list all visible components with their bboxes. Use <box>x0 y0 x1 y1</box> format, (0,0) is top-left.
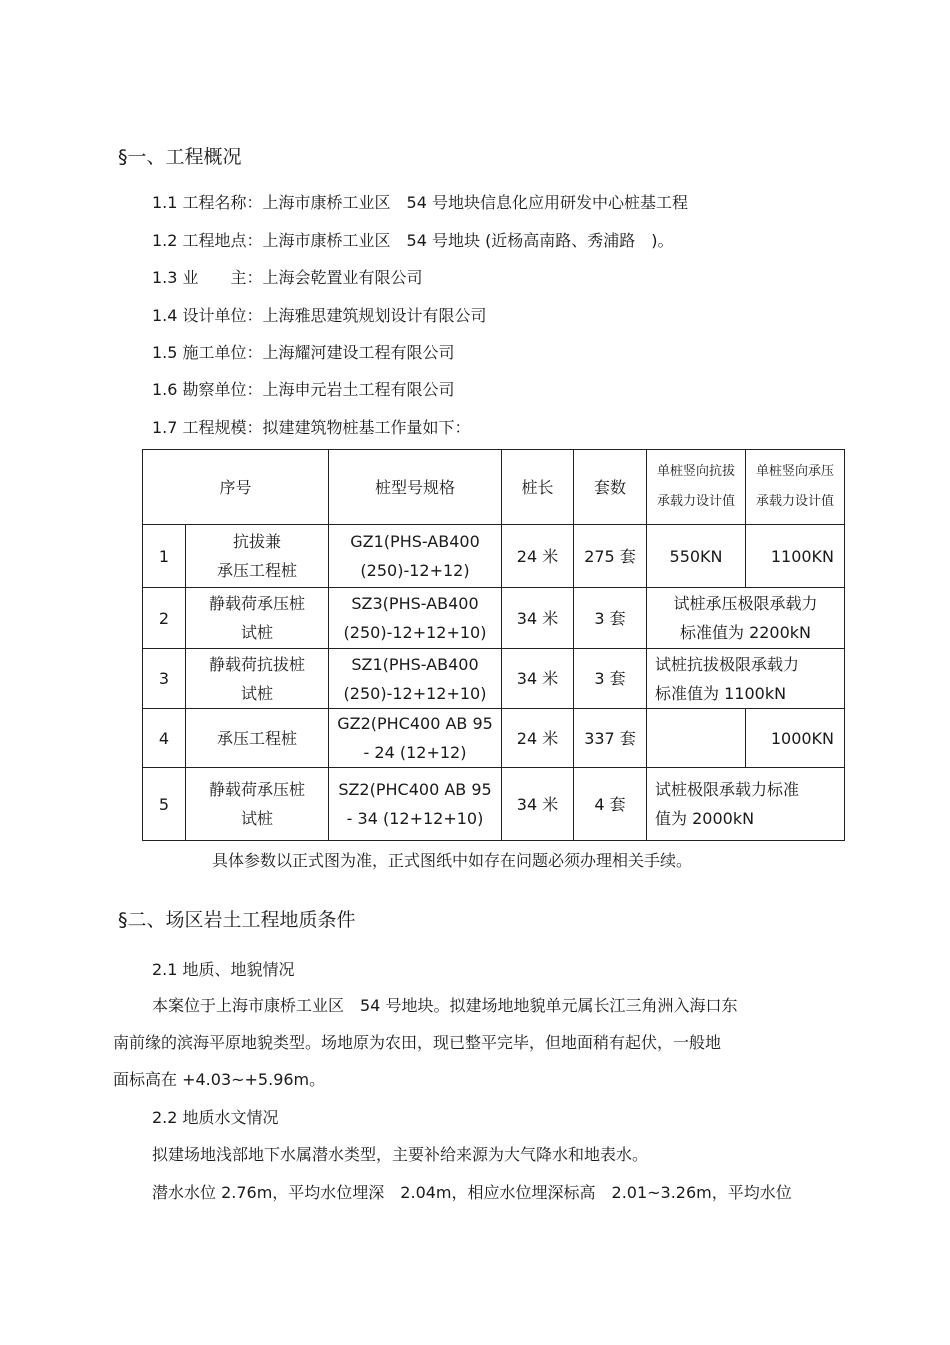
pile-spec-line2: - 34 (12+12+10) <box>346 809 484 828</box>
owner-line: 1.3 业 主：上海会乾置业有限公司 <box>152 268 423 287</box>
pile-spec-line2: - 24 (12+12) <box>363 743 467 762</box>
header-uplift <box>647 450 746 525</box>
pile-spec <box>329 649 502 709</box>
pile-sets: 3 套 <box>574 588 647 649</box>
pile-spec <box>329 768 502 841</box>
table-note: 具体参数以正式图为准，正式图纸中如存在问题必须办理相关手续。 <box>212 851 693 870</box>
geology-para-line2: 南前缘的滨海平原地貌类型。场地原为农田，现已整平完毕，但地面稍有起伏，一般地 <box>113 1033 722 1052</box>
test-capacity-line2: 标准值为 2200kN <box>679 623 812 642</box>
pile-spec-line2: (250)-12+12+10) <box>343 683 487 703</box>
pile-type-line2: 试桩 <box>241 623 274 642</box>
row-number: 2 <box>143 588 186 649</box>
pile-spec-line2: (250)-12+12) <box>360 561 470 580</box>
pile-type-line1: 静载荷承压桩 <box>209 780 306 799</box>
geology-subtitle: 2.1 地质、地貌情况 <box>152 960 295 979</box>
compress-capacity: 1000KN <box>746 709 845 768</box>
pile-sets: 4 套 <box>574 768 647 841</box>
test-capacity-note <box>647 588 845 649</box>
pile-spec <box>329 588 502 649</box>
pile-type: 承压工程桩 <box>186 709 329 768</box>
table-header-row <box>143 450 845 525</box>
pile-sets: 3 套 <box>574 649 647 709</box>
pile-length: 34 米 <box>502 768 574 841</box>
pile-type-line1: 静载荷抗拔桩 <box>209 654 306 674</box>
header-length: 桩长 <box>502 450 574 525</box>
pile-spec <box>329 709 502 768</box>
pile-sets: 337 套 <box>574 709 647 768</box>
pile-spec-line1: SZ2(PHC400 AB 95 <box>338 780 492 799</box>
pile-type <box>186 588 329 649</box>
pile-spec-line1: SZ3(PHS-AB400 <box>351 594 479 613</box>
table-row <box>143 588 845 649</box>
test-capacity-line2: 标准值为 1100kN <box>655 683 787 703</box>
pile-spec-line1: GZ1(PHS-AB400 <box>350 532 480 551</box>
test-capacity-note <box>647 649 845 709</box>
table-row <box>143 525 845 588</box>
pile-sets: 275 套 <box>574 525 647 588</box>
uplift-capacity: 550KN <box>647 525 746 588</box>
pile-spec <box>329 525 502 588</box>
header-compress-line2: 承载力设计值 <box>756 494 835 509</box>
header-sets: 套数 <box>574 450 647 525</box>
header-spec: 桩型号规格 <box>329 450 502 525</box>
row-number: 4 <box>143 709 186 768</box>
compress-capacity: 1100KN <box>746 525 845 588</box>
header-uplift-line1: 单桩竖向抗拔 <box>657 464 736 479</box>
pile-type <box>186 768 329 841</box>
hydrology-subtitle: 2.2 地质水文情况 <box>152 1108 279 1127</box>
pile-type-line1: 静载荷承压桩 <box>209 594 306 613</box>
pile-type <box>186 525 329 588</box>
header-uplift-line2: 承载力设计值 <box>657 494 736 509</box>
pile-length: 34 米 <box>502 588 574 649</box>
pile-length: 34 米 <box>502 649 574 709</box>
geology-para-line3: 面标高在 +4.03~+5.96m。 <box>113 1070 326 1089</box>
uplift-capacity <box>647 709 746 768</box>
pile-quantity-table <box>142 449 845 841</box>
water-level-para: 潜水水位 2.76m，平均水位埋深 2.04m，相应水位埋深标高 2.01~3.26m，平均水位 <box>152 1183 792 1202</box>
surveyor-line: 1.6 勘察单位：上海申元岩土工程有限公司 <box>152 380 455 399</box>
section2-title: §二、场区岩土工程地质条件 <box>118 909 356 931</box>
row-number: 5 <box>143 768 186 841</box>
pile-length: 24 米 <box>502 525 574 588</box>
pile-type-line1: 抗拔兼 <box>233 532 282 551</box>
hydrology-para: 拟建场地浅部地下水属潜水类型，主要补给来源为大气降水和地表水。 <box>152 1145 649 1164</box>
pile-spec-line1: SZ1(PHS-AB400 <box>351 654 479 674</box>
designer-line: 1.4 设计单位：上海雅思建筑规划设计有限公司 <box>152 306 487 325</box>
row-number: 1 <box>143 525 186 588</box>
pile-type-line2: 试桩 <box>241 809 274 828</box>
test-capacity-line1: 试桩抗拔极限承载力 <box>655 654 800 674</box>
section1-title: §一、工程概况 <box>118 146 242 168</box>
project-location-line: 1.2 工程地点：上海市康桥工业区 54 号地块 (近杨高南路、秀浦路 )。 <box>152 231 674 250</box>
test-capacity-line1: 试桩承压极限承载力 <box>673 594 818 613</box>
table-row <box>143 768 845 841</box>
header-compress <box>746 450 845 525</box>
project-name-line: 1.1 工程名称：上海市康桥工业区 54 号地块信息化应用研发中心桩基工程 <box>152 193 688 212</box>
geology-para-line1: 本案位于上海市康桥工业区 54 号地块。拟建场地地貌单元属长江三角洲入海口东 <box>152 996 738 1015</box>
table-row <box>143 709 845 768</box>
pile-length: 24 米 <box>502 709 574 768</box>
pile-spec-line2: (250)-12+12+10) <box>343 623 487 642</box>
pile-type <box>186 649 329 709</box>
project-scale-line: 1.7 工程规模：拟建建筑物桩基工作量如下： <box>152 418 471 437</box>
row-number: 3 <box>143 649 186 709</box>
header-compress-line1: 单桩竖向承压 <box>756 464 835 479</box>
pile-spec-line1: GZ2(PHC400 AB 95 <box>337 714 493 733</box>
table-row <box>143 649 845 709</box>
test-capacity-line2: 值为 2000kN <box>655 809 755 828</box>
test-capacity-note <box>647 768 845 841</box>
pile-type-line2: 承压工程桩 <box>217 561 298 580</box>
test-capacity-line1: 试桩极限承载力标准 <box>655 780 800 799</box>
constructor-line: 1.5 施工单位：上海耀河建设工程有限公司 <box>152 343 455 362</box>
header-seq: 序号 <box>143 450 329 525</box>
pile-type-line2: 试桩 <box>241 683 274 703</box>
